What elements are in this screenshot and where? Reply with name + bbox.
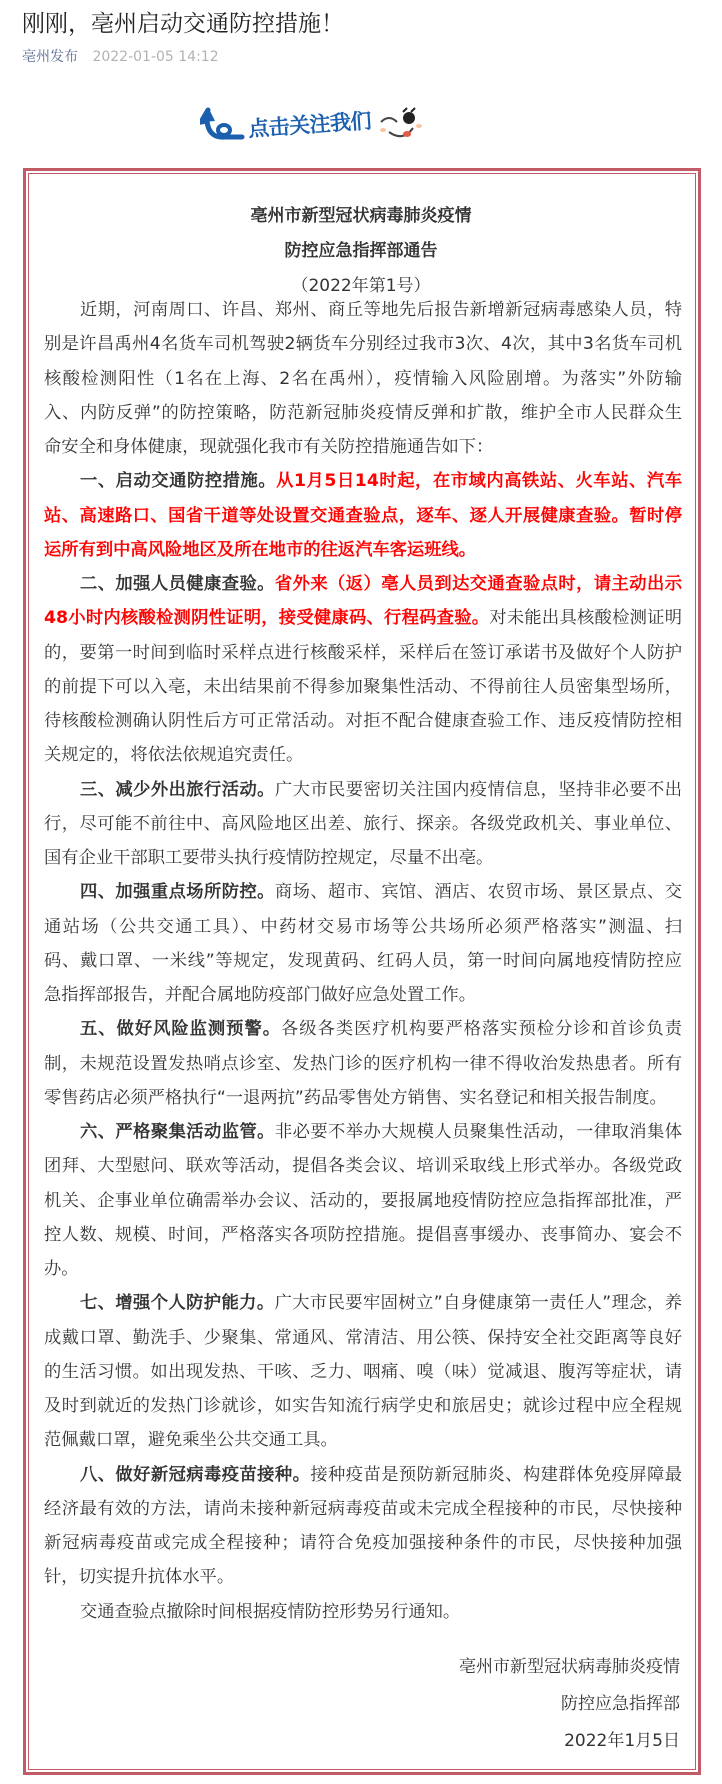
curved-arrow-icon [200,106,246,142]
signature-line1: 亳州市新型冠状病毒肺炎疫情 [459,1657,680,1677]
highlighted-text: 运所有到中高风险地区及所在地市的往返汽车客运班线。 [44,539,477,560]
section-text: 新冠病毒疫苗或完成全程接种；请符合免疫加强接种条件的市民，尽快接种加强 [44,1533,682,1553]
section-line [44,607,682,629]
intro-text: 入、内防反弹”的防控策略，防范新冠肺炎疫情反弹和扩散，维护全市人民群众生 [44,402,682,423]
follow-us-text: 点击关注我们 [247,108,372,142]
section-text: 及时到就近的发热门诊就诊，如实告知流行病学史和旅居史；就诊过程中应全程规 [44,1396,682,1416]
section-line [44,1361,682,1383]
intro-line [44,436,682,458]
section-line [44,916,682,938]
section-text: 制，未规范设置发热哨点诊室、发热门诊的医疗机构一律不得收治发热患者。所有 [44,1053,682,1074]
section-line [44,505,682,527]
section-text: 接种疫苗是预防新冠肺炎、构建群体免疫屏障最 [310,1464,682,1485]
section-line [44,1155,682,1177]
section-text: 各级各类医疗机构要严格落实预检分诊和首诊负责 [281,1019,682,1040]
section-line [80,1464,682,1486]
section-line [44,642,682,664]
section-heading: 六、严格聚集活动监管。 [80,1122,275,1142]
highlighted-text: 站、高速路口、国省干道等处设置交通查验点，逐车、逐人开展健康查验。暂时停 [44,505,682,526]
section-text: 的前提下可以入亳，未出结果前不得参加聚集性活动、不得前往人员密集型场所， [44,676,682,697]
section-text: 广大市民要密切关注国内疫情信息，坚持非必要不出 [274,779,682,800]
section-line [44,1395,682,1417]
intro-line [44,368,682,390]
closing-line [80,1601,682,1623]
section-line [80,881,682,903]
article-title: 刚刚，亳州启动交通防控措施！ [22,11,344,37]
section-line [44,1224,682,1246]
section-line [44,539,682,561]
section-line [80,470,682,492]
section-text: 非必要不举办大规模人员聚集性活动，一律取消集体 [274,1122,682,1142]
section-heading: 八、做好新冠病毒疫苗接种。 [80,1464,311,1485]
section-line [80,1292,682,1314]
section-line [44,1258,682,1280]
section-line [44,813,682,835]
highlighted-text: 从1月5日14时起，在市域内高铁站、火车站、汽车 [276,471,682,492]
section-line [80,779,682,801]
section-heading: 一、启动交通防控措施。 [80,471,277,492]
intro-text: 核酸检测阳性（1名在上海、2名在禹州），疫情输入风险剧增。为落实”外防输 [44,368,682,389]
section-heading: 三、减少外出旅行活动。 [80,779,275,800]
section-line [80,1121,682,1143]
section-text: 零售药店必须严格执行“一退两抗”药品零售处方销售、实名登记和相关报告制度。 [44,1087,667,1108]
section-line [44,1498,682,1520]
notice-heading-line2: 防控应急指挥部通告 [284,241,438,261]
section-line [80,573,682,595]
section-line [44,744,682,766]
section-text: 对未能出具核酸检测证明 [489,608,682,629]
section-line [44,847,682,869]
section-line [44,676,682,698]
section-line [44,710,682,732]
notice-issue-number: （2022年第1号） [291,276,431,296]
section-text: 广大市民要牢固树立”自身健康第一责任人”理念，养 [274,1293,682,1314]
section-line [44,1327,682,1349]
intro-line [44,402,682,424]
section-heading: 五、做好风险监测预警。 [80,1019,281,1040]
section-text: 团拜、大型慰问、联欢等活动，提倡各类会议、培训采取线上形式举办。各级党政 [44,1156,682,1177]
section-text: 关规定的，将依法依规追究责任。 [44,745,304,766]
closing-text: 交通查验点撤除时间根据疫情防控形势另行通知。 [80,1601,461,1622]
highlighted-text: 48小时内核酸检测阴性证明，接受健康码、行程码查验。 [44,608,490,629]
section-text: 行，尽可能不前往中、高风险地区出差、旅行、探亲。各级党政机关、事业单位、 [44,813,682,834]
section-line [80,1018,682,1040]
section-line [44,950,682,972]
section-text: 商场、超市、宾馆、酒店、农贸市场、景区景点、交 [274,882,682,903]
section-text: 控人数、规模、时间，严格落实各项防控措施。提倡喜事缓办、丧事简办、宴会不 [44,1224,682,1245]
section-heading: 二、加强人员健康查验。 [80,574,275,594]
section-text: 急指挥部报告，并配合属地防疫部门做好应急处置工作。 [44,985,477,1005]
signature-date: 2022年1月5日 [564,1731,680,1751]
section-line [44,984,682,1006]
author-link[interactable]: 亳州发布 [22,49,78,65]
highlighted-text: 省外来（返）亳人员到达交通查验点时，请主动出示 [274,574,682,594]
section-line [44,1190,682,1212]
section-line [44,1087,682,1109]
section-text: 成戴口罩、勤洗手、少聚集、常通风、常清洁、用公筷、保持安全社交距离等良好 [44,1327,682,1348]
section-text: 通站场（公共交通工具）、中药材交易市场等公共场所必须严格落实”测温、扫 [44,916,682,937]
intro-text: 命安全和身体健康，现就强化我市有关防控措施通告如下： [44,437,494,457]
section-text: 范佩戴口罩，避免乘坐公共交通工具。 [44,1430,338,1451]
section-text: 经济最有效的方法，请尚未接种新冠病毒疫苗或未完成全程接种的市民，尽快接种 [44,1498,682,1519]
intro-text: 近期，河南周口、许昌、郑州、商丘等地先后报告新增新冠病毒感染人员，特 [80,300,682,320]
intro-text: 别是许昌禹州4名货车司机驾驶2辆货车分别经过我市3次、4次，其中3名货车司机 [44,334,682,355]
section-heading: 七、增强个人防护能力。 [80,1293,275,1314]
intro-line [80,299,682,321]
section-line [44,1429,682,1451]
notice-heading-line1: 亳州市新型冠状病毒肺炎疫情 [250,206,472,226]
section-heading: 四、加强重点场所防控。 [80,882,275,903]
smiley-face-icon [377,106,425,142]
section-text: 的，要第一时间到临时采样点进行核酸采样，采样后在签订承诺书及做好个人防护 [44,642,682,663]
signature-line2: 防控应急指挥部 [561,1694,680,1714]
publish-date: 2022-01-05 14:12 [92,49,219,65]
section-text: 国有企业干部职工要带头执行疫情防控规定，尽量不出亳。 [44,848,494,868]
section-text: 待核酸检测确认阴性后方可正常活动。对拒不配合健康查验工作、违反疫情防控相 [44,711,682,731]
section-line [44,1053,682,1075]
intro-line [44,333,682,355]
section-line [44,1566,682,1588]
article-meta [22,47,219,67]
section-text: 针，切实提升抗体水平。 [44,1567,235,1588]
section-text: 码、戴口罩、一米线”等规定，发现黄码、红码人员，第一时间向属地疫情防控应 [44,950,682,971]
section-text: 办。 [44,1259,79,1279]
section-text: 的生活习惯。如出现发热、干咳、乏力、咽痛、嗅（味）觉减退、腹泻等症状，请 [44,1361,682,1382]
section-text: 机关、企事业单位确需举办会议、活动的，要报属地疫情防控应急指挥部批准，严 [44,1190,682,1211]
section-line [44,1532,682,1554]
follow-banner[interactable] [200,98,460,150]
